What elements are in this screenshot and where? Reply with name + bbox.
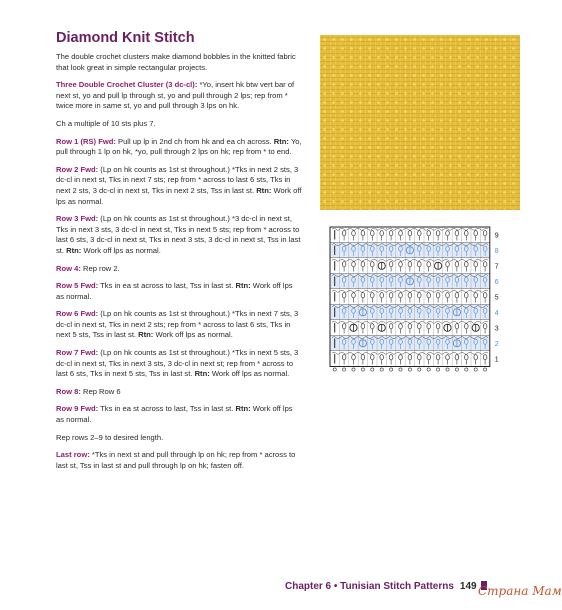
- foundation-chain-symbol: [484, 368, 487, 371]
- row-text: (Lp on hk counts as 1st st throughout.) *Tks in next 5 sts, 3 dc-cl in next st, Tks in next 3 sts, 3 dc-cl in next st; rep from * across to last 6 sts, Tks in next 5 sts, Tss in last st.: [56, 348, 299, 379]
- footer-chapter: Chapter 6 • Tunisian Stitch Patterns: [285, 581, 454, 592]
- row-text: Work off lps as normal.: [153, 330, 233, 340]
- row-text: Pull up lp in 2nd ch from hk and ea ch across.: [115, 136, 274, 146]
- row-instruction: [56, 309, 302, 341]
- chart-row-number: 1: [494, 356, 499, 364]
- row-text: Work off lps as normal.: [81, 245, 161, 255]
- row-text: Rep row 2.: [80, 263, 120, 273]
- row-instruction: [56, 281, 302, 302]
- row-instruction: [56, 404, 302, 425]
- cluster-text: *Yo, insert hk btw vert bar of next st, yo and pull lp through st, yo and pull through 2 lps; rep from * twice more in same st, yo and pull through 3 lps on hk.: [56, 80, 295, 111]
- last-row-label: Last row:: [56, 450, 90, 460]
- foundation-chain-symbol: [390, 368, 393, 371]
- return-label: Rtn:: [235, 404, 251, 414]
- row-text: (Lp on hk counts as 1st st throughout.) *3 dc-cl in next st, Tks in next 3 sts, 3 dc-cl in next st, Tks in next 5 sts; rep from * across to last 6 sts, 3 dc-cl in next st, Tks in next 3 sts, 3 dc-cl in next st, Tss in last st.: [56, 214, 301, 255]
- cluster-definition: [56, 80, 302, 112]
- foundation-chain-symbol: [399, 368, 402, 371]
- watermark: Страна Мам: [478, 584, 562, 598]
- page-footer: [285, 581, 487, 592]
- instructions-column: [56, 30, 302, 478]
- row-text: (Lp on hk counts as 1st st throughout.) *Tks in next 2 sts, 3 dc-cl in next st, Tks in next 7 sts; rep from * across to last 6 sts, Tks in next 2 sts, 3 dc-cl in next st, Tks in next 2 sts, Tss in last st.: [56, 164, 299, 195]
- foundation-chain-symbol: [465, 368, 468, 371]
- row-instruction: [56, 137, 302, 158]
- chart-row-number: 9: [494, 232, 499, 240]
- foundation-chain-symbol: [418, 368, 421, 371]
- return-label: Rtn:: [256, 185, 272, 195]
- foundation-chain-symbol: [371, 368, 374, 371]
- row-text: Yo, pull through 1 lp on hk, *yo, pull through 2 lps on hk; rep from * to end.: [56, 136, 302, 157]
- foundation-chain-symbol: [437, 368, 440, 371]
- cluster-label: Three Double Crochet Cluster (3 dc-cl):: [56, 80, 198, 90]
- row-text: Work off lps as normal.: [209, 369, 290, 379]
- row-label: Row 4:: [56, 263, 81, 273]
- foundation-chain-symbol: [455, 368, 458, 371]
- row-instruction: [56, 348, 302, 380]
- return-label: Rtn:: [138, 330, 154, 340]
- row-instructions: [56, 137, 302, 426]
- row-label: Row 2 Fwd:: [56, 164, 99, 174]
- row-instruction: [56, 264, 302, 275]
- row-label: Row 3 Fwd:: [56, 214, 99, 224]
- foundation-chain-symbol: [333, 368, 336, 371]
- foundation-chain-symbol: [408, 368, 411, 371]
- row-label: Row 5 Fwd:: [56, 281, 99, 291]
- row-label: Row 9 Fwd:: [56, 404, 99, 414]
- page-number: 149: [459, 581, 477, 592]
- repeat-note: Rep rows 2–9 to desired length.: [56, 432, 164, 442]
- foundation-chain-symbol: [343, 368, 346, 371]
- return-label: Rtn:: [273, 136, 289, 146]
- chart-row-number: 4: [494, 310, 499, 318]
- chart-row-number: 5: [494, 294, 499, 302]
- chart-row-number: 8: [494, 248, 499, 256]
- row-text: Tks in ea st across to last, Tss in last st.: [98, 404, 236, 414]
- row-label: Row 7 Fwd:: [56, 348, 99, 358]
- row-label: Row 6 Fwd:: [56, 309, 99, 319]
- stitch-swatch-photo: [320, 35, 520, 210]
- last-row-instruction: [56, 450, 302, 471]
- row-text: Work off lps as normal.: [56, 404, 293, 425]
- row-label: Row 1 (RS) Fwd:: [56, 136, 116, 146]
- row-text: Work off lps as normal.: [56, 281, 293, 301]
- row-text: Rep Row 6: [80, 386, 121, 396]
- row-text: Tks in ea st across to last, Tss in last st.: [98, 281, 236, 291]
- last-row-text: *Tks in next st and pull through lp on hk; rep from * across to last st, Tss in last st and pull through lp on hk; fasten off.: [56, 450, 296, 470]
- foundation-chain-symbol: [352, 368, 355, 371]
- row-text: Work off lps as normal.: [56, 185, 302, 206]
- chart-row-number: 6: [494, 279, 499, 287]
- row-label: Row 8:: [56, 386, 81, 396]
- foundation-chain-symbol: [474, 368, 477, 371]
- return-label: Rtn:: [66, 245, 82, 255]
- chart-row-number: 7: [494, 263, 499, 271]
- foundation-chain-symbol: [380, 368, 383, 371]
- chart-row-number: 3: [494, 325, 499, 333]
- row-instruction: [56, 214, 302, 256]
- chart-row-number: 2: [494, 341, 499, 349]
- return-label: Rtn:: [194, 369, 210, 379]
- stitch-chart-svg: [330, 224, 505, 374]
- stitch-chart: [330, 224, 505, 379]
- return-label: Rtn:: [235, 281, 251, 291]
- row-text: (Lp on hk counts as 1st st throughout.) *Tks in next 7 sts, 3 dc-cl in next st, Tks in next 2 sts; rep from * across to last 6 sts, Tks in next 5 sts, Tss in last st.: [56, 309, 299, 340]
- row-instruction: [56, 387, 302, 398]
- foundation-chain-symbol: [361, 368, 364, 371]
- foundation-chain-symbol: [427, 368, 430, 371]
- foundation-chain-symbol: [446, 368, 449, 371]
- page-title: Diamond Knit Stitch: [56, 30, 195, 46]
- row-instruction: [56, 165, 302, 207]
- chain-note: Ch a multiple of 10 sts plus 7.: [56, 118, 156, 128]
- intro-paragraph: The double crochet clusters make diamond bobbles in the knitted fabric that look great in simple rectangular projects.: [56, 52, 296, 72]
